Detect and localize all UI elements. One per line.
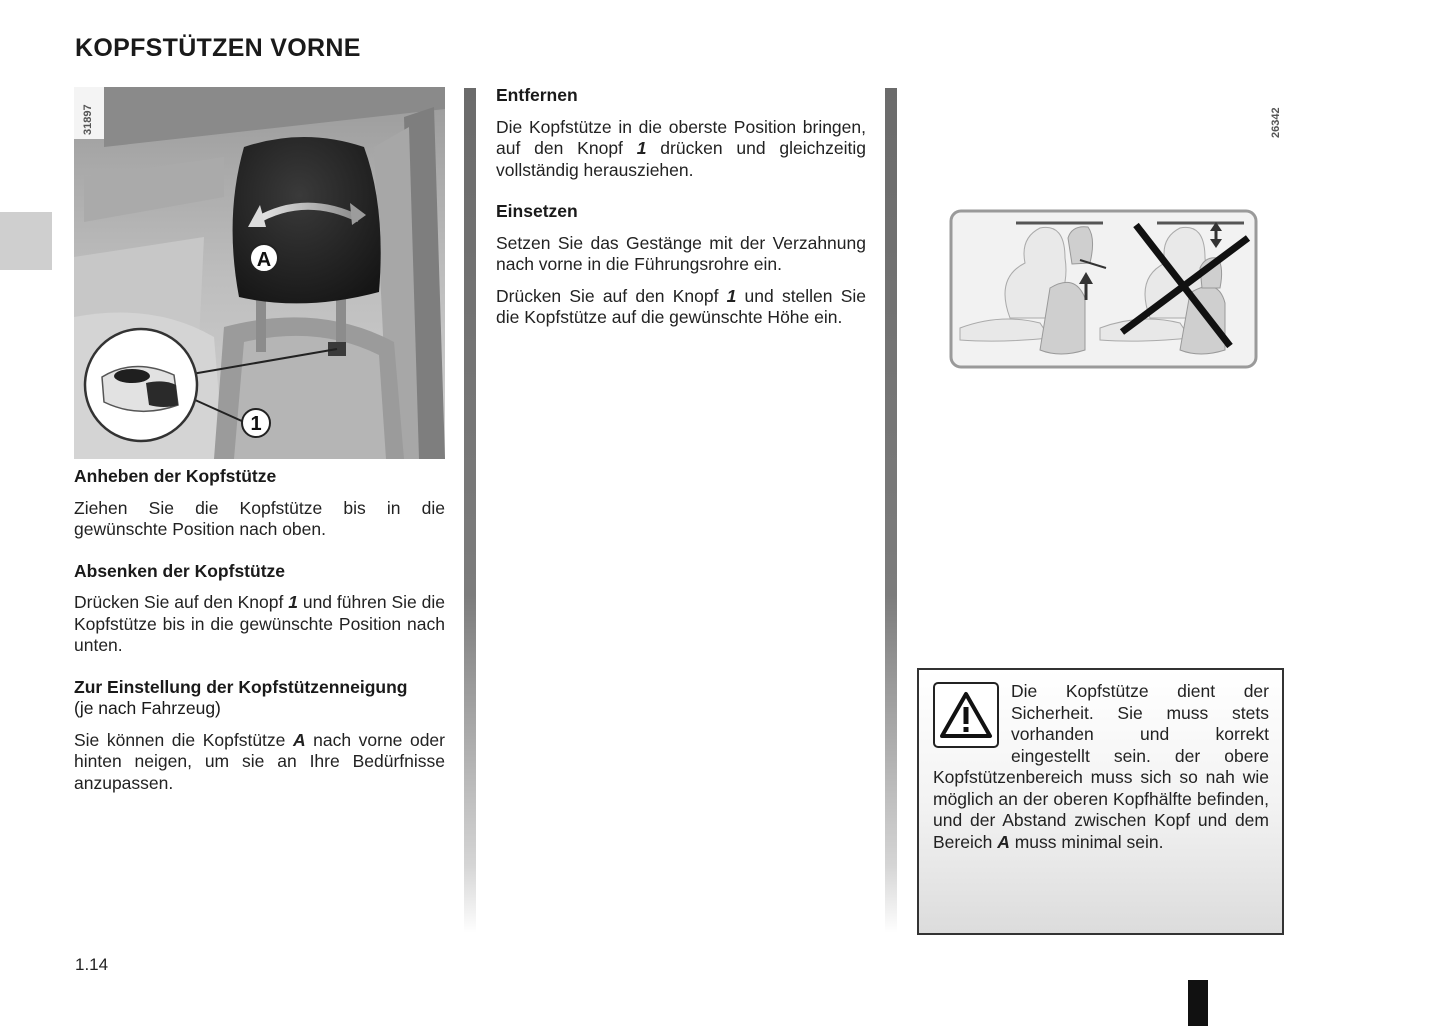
remove-heading: Entfernen <box>496 85 578 105</box>
warning-text: Die Kopfstütze dient der Sicherheit. Sie muss stets vorhanden und korrekt eingestellt sein. der obere Kopfstützenbereich muss sich so nah wie möglich an der oberen Kopfhälfte befinden, und der Abstand zwischen Kopf und dem Bereich A muss minimal sein. <box>933 681 1269 852</box>
insert-text-2: Drücken Sie auf den Knopf 1 und stellen Sie die Kopfstütze auf die gewünschte Höhe ein. <box>496 285 866 327</box>
remove-text: Die Kopfstütze in die oberste Position bringen, auf den Knopf 1 drücken und gleichzeitig vollständig herausziehen. <box>496 116 866 180</box>
page-title: KOPFSTÜTZEN VORNE <box>75 34 361 62</box>
raise-text: Ziehen Sie die Kopfstütze bis in die gewünschte Position nach oben. <box>74 497 445 539</box>
label-a: A <box>256 249 272 271</box>
lower-text: Drücken Sie auf den Knopf 1 und führen Sie die Kopfstütze bis in die gewünschte Position nach unten. <box>74 592 445 655</box>
lower-heading: Absenken der Kopfstütze <box>74 560 285 581</box>
tilt-text: Sie können die Kopfstütze A nach vorne oder hinten neigen, um sie an Ihre Bedürfnisse anzupassen. <box>74 729 445 793</box>
insert-text-1: Setzen Sie das Gestänge mit der Verzahnung nach vorne in die Führungsrohre ein. <box>496 232 866 274</box>
headrest-illustration <box>74 87 445 459</box>
headrest-position-figure <box>900 88 1300 388</box>
figure-ref-number-right: 26342 <box>1270 107 1282 138</box>
section-tab <box>0 212 52 270</box>
label-1: 1 <box>250 413 262 435</box>
raise-heading: Anheben der Kopfstütze <box>74 466 277 486</box>
headrest-position-diagram <box>900 88 1300 388</box>
figure-ref-number: 31897 <box>82 104 94 135</box>
headrest-figure <box>74 87 445 459</box>
column-divider-right <box>885 88 897 933</box>
insert-heading: Einsetzen <box>496 201 578 221</box>
column-1 <box>74 466 445 804</box>
column-divider-left <box>464 88 476 933</box>
tilt-heading: Zur Einstellung der Kopfstützenneigung (je nach Fahrzeug) <box>74 676 408 718</box>
warning-box <box>917 668 1284 935</box>
warning-triangle-icon <box>933 682 999 748</box>
page-edge-marker <box>1188 980 1208 1026</box>
page-number: 1.14 <box>75 955 109 974</box>
column-2 <box>496 85 866 339</box>
